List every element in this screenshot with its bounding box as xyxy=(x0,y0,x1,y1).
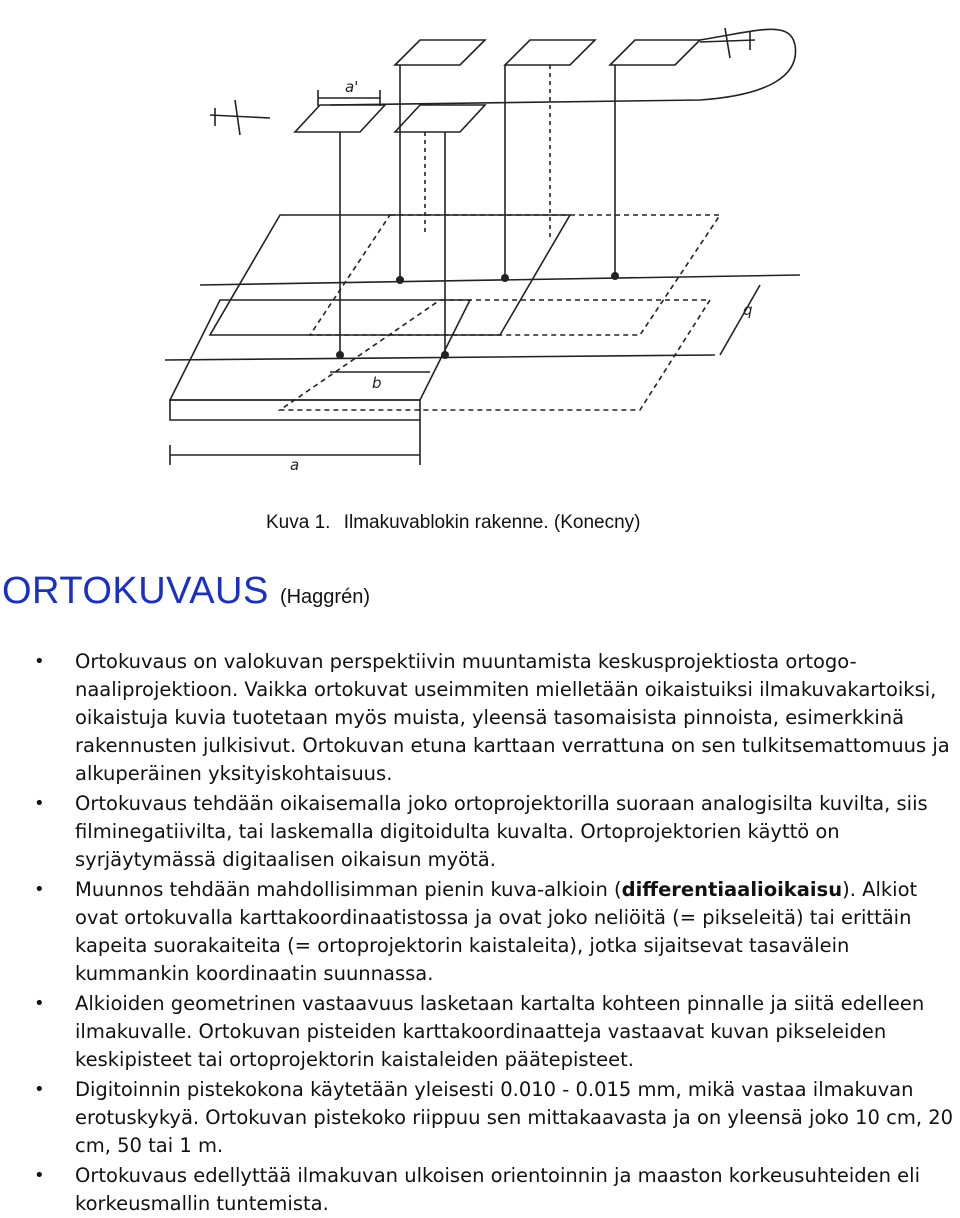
label-b: b xyxy=(372,374,382,392)
list-item-text: Ortokuvaus tehdään oikaisemalla joko ortoprojektorilla suoraan analogisilta kuvilta, siis filminegatiivilta, tai laskemalla digitoidulta kuvalta. Ortoprojektorien käyttö on syrjäytymässä digitaalisen oikaisun myötä. xyxy=(75,792,928,871)
section-title: ORTOKUVAUS xyxy=(2,570,269,612)
section-heading xyxy=(2,570,370,613)
list-item-text: Ortokuvaus edellyttää ilmakuvan ulkoisen orientoinnin ja maaston korkeusuhteiden eli korkeusmallin tuntemista. xyxy=(75,1164,921,1215)
figure-caption xyxy=(266,512,640,534)
caption-number: Kuva 1. xyxy=(266,512,331,533)
aircraft-icon xyxy=(210,100,270,135)
ground-flight-line xyxy=(200,275,800,285)
ground-footprint-dashed xyxy=(310,215,720,335)
photo-plane xyxy=(610,40,700,65)
list-item-text: Alkioiden geometrinen vastaavuus lasketaan kartalta kohteen pinnalle ja siitä edelleen ilmakuvalle. Ortokuvan pisteiden karttakoordinaatteja vastaavat kuvan pikseleiden keskipisteet tai ortoprojektorin kaistaleiden päätepisteet. xyxy=(75,992,925,1071)
list-item xyxy=(0,1162,960,1218)
aerial-block-diagram xyxy=(140,0,820,490)
photo-plane xyxy=(395,40,485,65)
list-item xyxy=(0,990,960,1074)
figure-aerial-block xyxy=(140,0,820,490)
caption-text: Ilmakuvablokin rakenne. (Konecny) xyxy=(343,512,641,533)
list-item xyxy=(0,648,960,788)
list-item-text: Ortokuvaus on valokuvan perspektiivin muuntamista keskusprojektiosta ortogo-naaliprojektioon. Vaikka ortokuvat useimmiten mielletään oikaistuiksi ilmakuvakartoiksi, oikaistuja kuvia tuotetaan myös muista, yleensä tasomaisista pinnoista, esimerkkinä rakennusten julkisivut. Ortokuvan etuna karttaan verrattuna on sen tulkitsemattomuus ja alkuperäinen yksityiskohtaisuus. xyxy=(75,650,950,785)
list-item xyxy=(0,790,960,874)
photo-plane xyxy=(505,40,595,65)
list-item xyxy=(0,876,960,988)
ground-footprint xyxy=(170,300,470,400)
list-item xyxy=(0,1076,960,1160)
list-item-text: Muunnos tehdään mahdollisimman pienin kuva-alkioin ( xyxy=(75,878,622,901)
list-item-text: Digitoinnin pistekokona käytetään yleisesti 0.010 - 0.015 mm, mikä vastaa ilmakuvan erotuskykyä. Ortokuvan pistekoko riippuu sen mittakaavasta ja on yleensä joko 10 cm, 20 cm, 50 tai 1 m. xyxy=(75,1078,954,1157)
list-item-text: ). Alkiot ovat ortokuvalla karttakoordinaatistossa ja ovat joko neliöitä (= pikseleitä) tai erittäin kapeita suorakaiteita (= ortoprojektorin kaistaleita), jotka sijaitsevat tasavälein kummankin koordinaatin suunnassa. xyxy=(75,878,918,985)
label-a-prime: a' xyxy=(345,78,359,96)
bold-term: differentiaalioikaisu xyxy=(621,878,843,901)
label-a: a xyxy=(290,456,300,474)
label-q: q xyxy=(743,301,753,319)
bullet-list xyxy=(0,648,960,1218)
section-source: (Haggrén) xyxy=(279,586,370,608)
photo-plane xyxy=(395,105,485,132)
photo-plane xyxy=(295,105,385,132)
ground-footprint xyxy=(210,215,570,335)
